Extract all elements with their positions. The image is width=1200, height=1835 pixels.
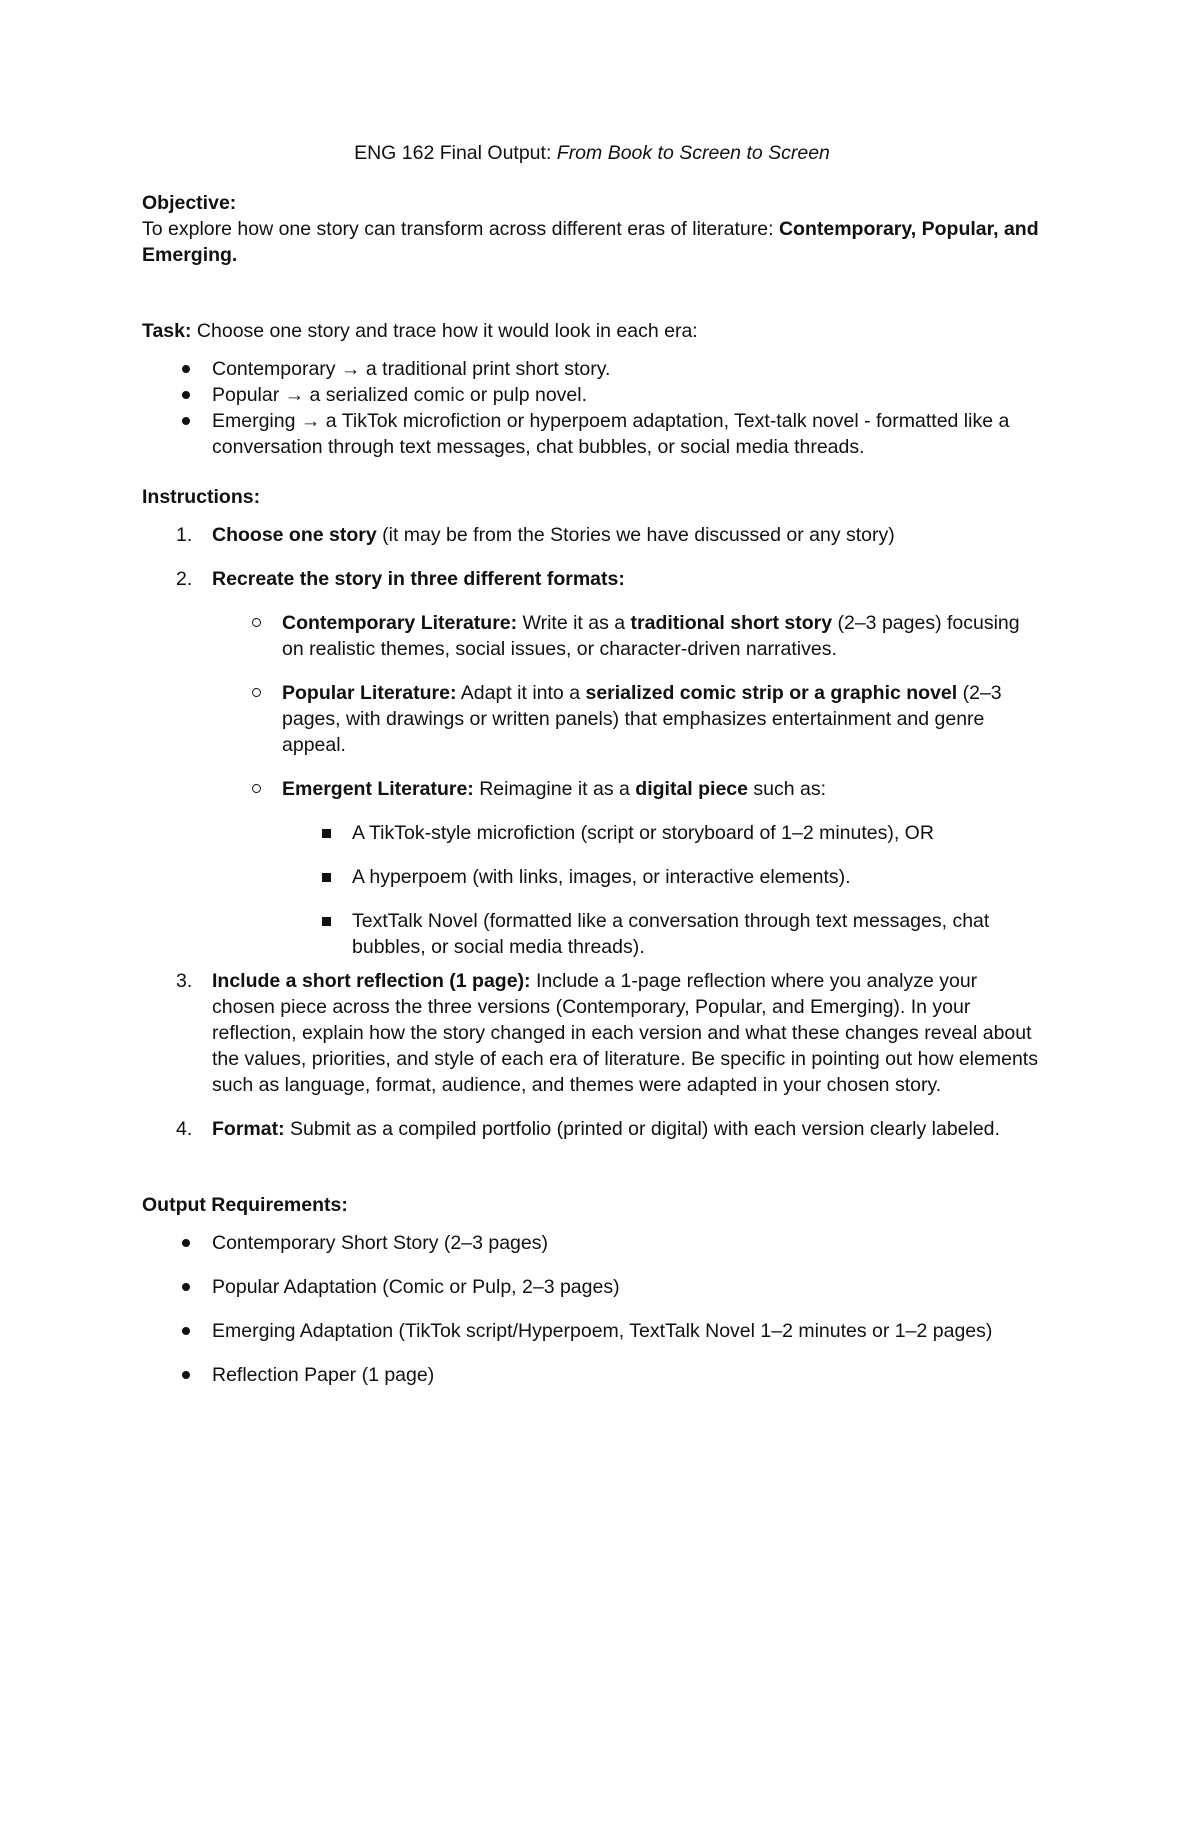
task-era-list [142,356,1042,460]
instructions-list [142,522,1042,592]
step-text: (it may be from the Stories we have discussed or any story) [376,524,895,546]
title-italic: From Book to Screen to Screen [556,142,830,164]
list-item: Popular → a serialized comic or pulp novel. [142,382,1042,408]
document-page [142,140,1042,1388]
list-item: Emerging Adaptation (TikTok script/Hyperpoem, TextTalk Novel 1–2 minutes or 1–2 pages) [142,1318,1042,1344]
bullet-icon [182,1371,190,1379]
square-bullet-icon [322,917,331,926]
instructions-list-continued [142,968,1042,1142]
list-item: A hyperpoem (with links, images, or interactive elements). [282,864,1042,890]
circle-bullet-icon [252,688,261,697]
instructions-heading: Instructions: [142,486,261,508]
list-item: Emerging → a TikTok microfiction or hyperpoem adaptation, Text-talk novel - formatted like a conversation through text messages, chat bubbles, or social media threads. [142,408,1042,460]
list-item: Reflection Paper (1 page) [142,1362,1042,1388]
list-item: A TikTok-style microfiction (script or storyboard of 1–2 minutes), OR [282,820,1042,846]
objective-text [142,216,1042,268]
task-label: Task: [142,320,192,342]
circle-bullet-icon [252,618,261,627]
step-number: 4. [176,1118,193,1140]
step-title: Recreate the story in three different formats: [212,568,625,590]
instruction-step-3 [142,968,1042,1098]
instruction-step-4 [142,1116,1042,1142]
task-line [142,318,1042,344]
circle-bullet-icon [252,784,261,793]
list-item: TextTalk Novel (formatted like a conversation through text messages, chat bubbles, or social media threads). [282,908,1042,960]
bullet-icon [182,365,190,373]
digital-options-list [282,820,1042,960]
format-item-contemporary: Contemporary Literature: Write it as a traditional short story (2–3 pages) focusing on realistic themes, social issues, or character-driven narratives. [212,610,1042,662]
step-number: 1. [176,524,193,546]
step-text: Submit as a compiled portfolio (printed or digital) with each version clearly labeled. [284,1118,1000,1140]
bullet-icon [182,1239,190,1247]
square-bullet-icon [322,873,331,882]
objective-eras: Contemporary, Popular, and Emerging. [142,218,1039,266]
step-title: Format: [212,1118,285,1140]
format-list [212,610,1042,802]
list-item: Contemporary → a traditional print short story. [142,356,1042,382]
bullet-icon [182,1327,190,1335]
task-text: Choose one story and trace how it would look in each era: [191,320,698,342]
document-title [129,140,1055,166]
format-item-emergent: Emergent Literature: Reimagine it as a digital piece such as: [212,776,1042,802]
instruction-step-2 [142,566,1042,592]
step-text: Include a 1-page reflection where you analyze your chosen piece across the three versions (Contemporary, Popular, and Emerging). In your reflection, explain how the story changed in each version and what these changes reveal about the values, priorities, and style of each era of literature. Be specific in pointing out how elements such as language, format, audience, and themes were adapted in your chosen story. [212,970,1038,1096]
objective-heading: Objective: [142,192,237,214]
title-prefix: ENG 162 Final Output: [354,142,557,164]
square-bullet-icon [322,829,331,838]
step-number: 2. [176,568,193,590]
format-item-popular: Popular Literature: Adapt it into a serialized comic strip or a graphic novel (2–3 pages, with drawings or written panels) that emphasizes entertainment and genre appeal. [212,680,1042,758]
instruction-step-1 [142,522,1042,548]
step-title: Include a short reflection (1 page): [212,970,531,992]
output-requirements-list [142,1230,1042,1388]
list-item: Popular Adaptation (Comic or Pulp, 2–3 pages) [142,1274,1042,1300]
step-title: Choose one story [212,524,377,546]
bullet-icon [182,1283,190,1291]
bullet-icon [182,391,190,399]
step-number: 3. [176,970,193,992]
list-item: Contemporary Short Story (2–3 pages) [142,1230,1042,1256]
objective-body: To explore how one story can transform across different eras of literature: [142,218,779,240]
output-heading: Output Requirements: [142,1194,348,1216]
bullet-icon [182,417,190,425]
